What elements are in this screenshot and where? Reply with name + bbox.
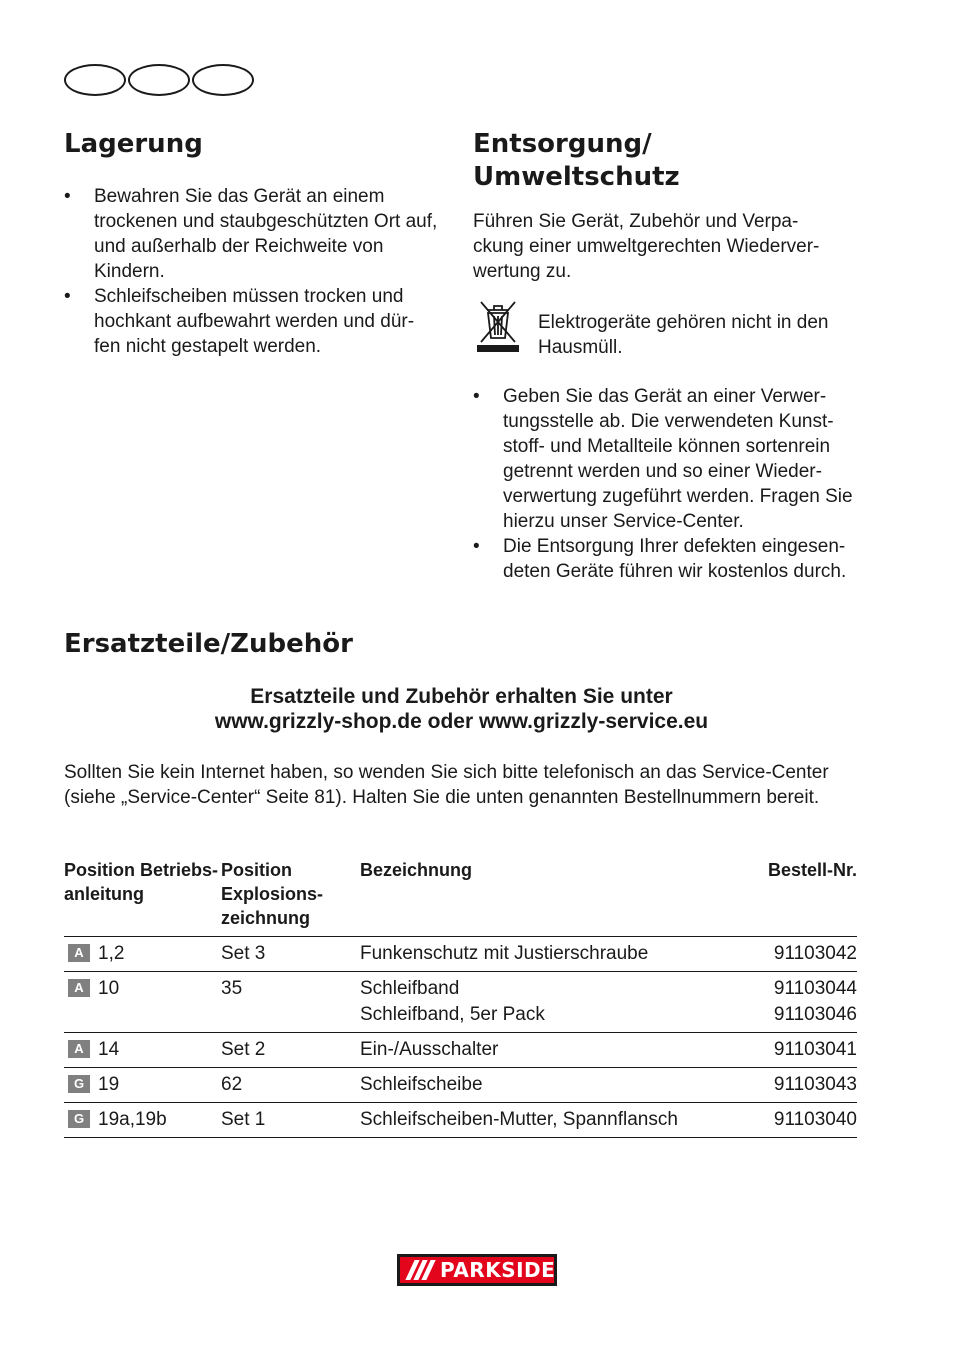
order-number: 91103043: [730, 1068, 857, 1103]
spares-highlight: [64, 684, 859, 734]
table-row: [64, 1068, 857, 1103]
disposal-heading-line2: Umweltschutz: [473, 162, 680, 192]
disposal-heading: [473, 128, 680, 194]
storage-heading: Lagerung: [64, 129, 203, 159]
parkside-wordmark: PARKSIDE: [440, 1258, 556, 1282]
table-row: [64, 1103, 857, 1138]
language-oval-icon: [64, 64, 126, 96]
crossed-bin-icon: [473, 298, 523, 354]
parkside-logo: [397, 1254, 557, 1286]
position-manual: 19a,19b: [98, 1109, 167, 1130]
spares-highlight-line1: Ersatzteile und Zubehör erhalten Sie unter: [250, 685, 673, 708]
disposal-list: [473, 384, 858, 584]
disposal-intro: Führen Sie Gerät, Zubehör und Verpa- ckung einer umweltgerechten Wiederver- wertung zu.: [473, 211, 820, 282]
designation: Schleifscheiben-Mutter, Spannflansch: [360, 1103, 730, 1138]
parkside-logo-field: [400, 1257, 554, 1283]
figure-badge: A: [68, 979, 90, 997]
spare-parts-table: [64, 858, 857, 1138]
designation: Funkenschutz mit Justierschraube: [360, 937, 730, 972]
position-manual: 19: [98, 1074, 120, 1095]
disposal-heading-line1: Entsorgung/: [473, 129, 652, 159]
figure-badge: A: [68, 944, 90, 962]
weee-note: Elektrogeräte gehören nicht in den Hausmüll.: [538, 312, 829, 358]
position-manual: 10: [98, 978, 120, 999]
order-number: 91103046: [773, 1004, 857, 1025]
language-oval-icon: [128, 64, 190, 96]
order-number: 91103044: [773, 978, 857, 999]
list-item: • Die Entsorgung Ihrer defekten eingesen- deten Geräte führen wir kostenlos durch.: [473, 534, 858, 584]
position-explosion: Set 3: [221, 937, 360, 972]
table-row: [64, 937, 857, 972]
designation: Schleifscheibe: [360, 1068, 730, 1103]
list-item: • Geben Sie das Gerät an einer Verwer- tungsstelle ab. Die verwendeten Kunst- stoff- und Metallteile können sortenrein getrennt werden und so einer Wieder- verwertung zugeführt werden. Fragen Sie hierzu unser Service-Center.: [473, 384, 858, 534]
designation: Ein-/Ausschalter: [360, 1033, 730, 1068]
designation: Schleifband: [360, 978, 460, 999]
order-number: 91103042: [730, 937, 857, 972]
header-designation: Bezeichnung: [360, 858, 730, 937]
storage-list: [64, 184, 444, 359]
figure-badge: A: [68, 1040, 90, 1058]
table-row: [64, 1033, 857, 1068]
position-explosion: Set 2: [221, 1033, 360, 1068]
position-manual: 14: [98, 1039, 120, 1060]
language-oval-icon: [192, 64, 254, 96]
header-order-number: Bestell-Nr.: [730, 858, 857, 937]
header-position-explosion: Position Explosions- zeichnung: [221, 858, 360, 937]
spares-heading: Ersatzteile/Zubehör: [64, 629, 353, 659]
figure-badge: G: [68, 1110, 90, 1128]
position-manual: 1,2: [98, 943, 125, 964]
list-item: • Bewahren Sie das Gerät an einem trockenen und staubgeschützten Ort auf, und außerhalb der Reichweite von Kindern.: [64, 184, 444, 284]
table-row: [64, 972, 857, 1033]
table-header-row: [64, 858, 857, 937]
spares-note: Sollten Sie kein Internet haben, so wenden Sie sich bitte telefonisch an das Service-Center (siehe „Service-Center“ Seite 81). Halten Sie die unten genannten Bestellnummern bereit.: [64, 762, 829, 808]
order-number: 91103041: [730, 1033, 857, 1068]
designation: Schleifband, 5er Pack: [360, 1004, 545, 1025]
position-explosion: 62: [221, 1068, 360, 1103]
header-position-manual: Position Betriebs- anleitung: [64, 858, 221, 937]
position-explosion: Set 1: [221, 1103, 360, 1138]
list-item: • Schleifscheiben müssen trocken und hochkant aufbewahrt werden und dür- fen nicht gestapelt werden.: [64, 284, 444, 359]
spares-highlight-line2: www.grizzly-shop.de oder www.grizzly-service.eu: [214, 710, 709, 733]
order-number: 91103040: [730, 1103, 857, 1138]
figure-badge: G: [68, 1075, 90, 1093]
position-explosion: 35: [221, 972, 360, 1033]
